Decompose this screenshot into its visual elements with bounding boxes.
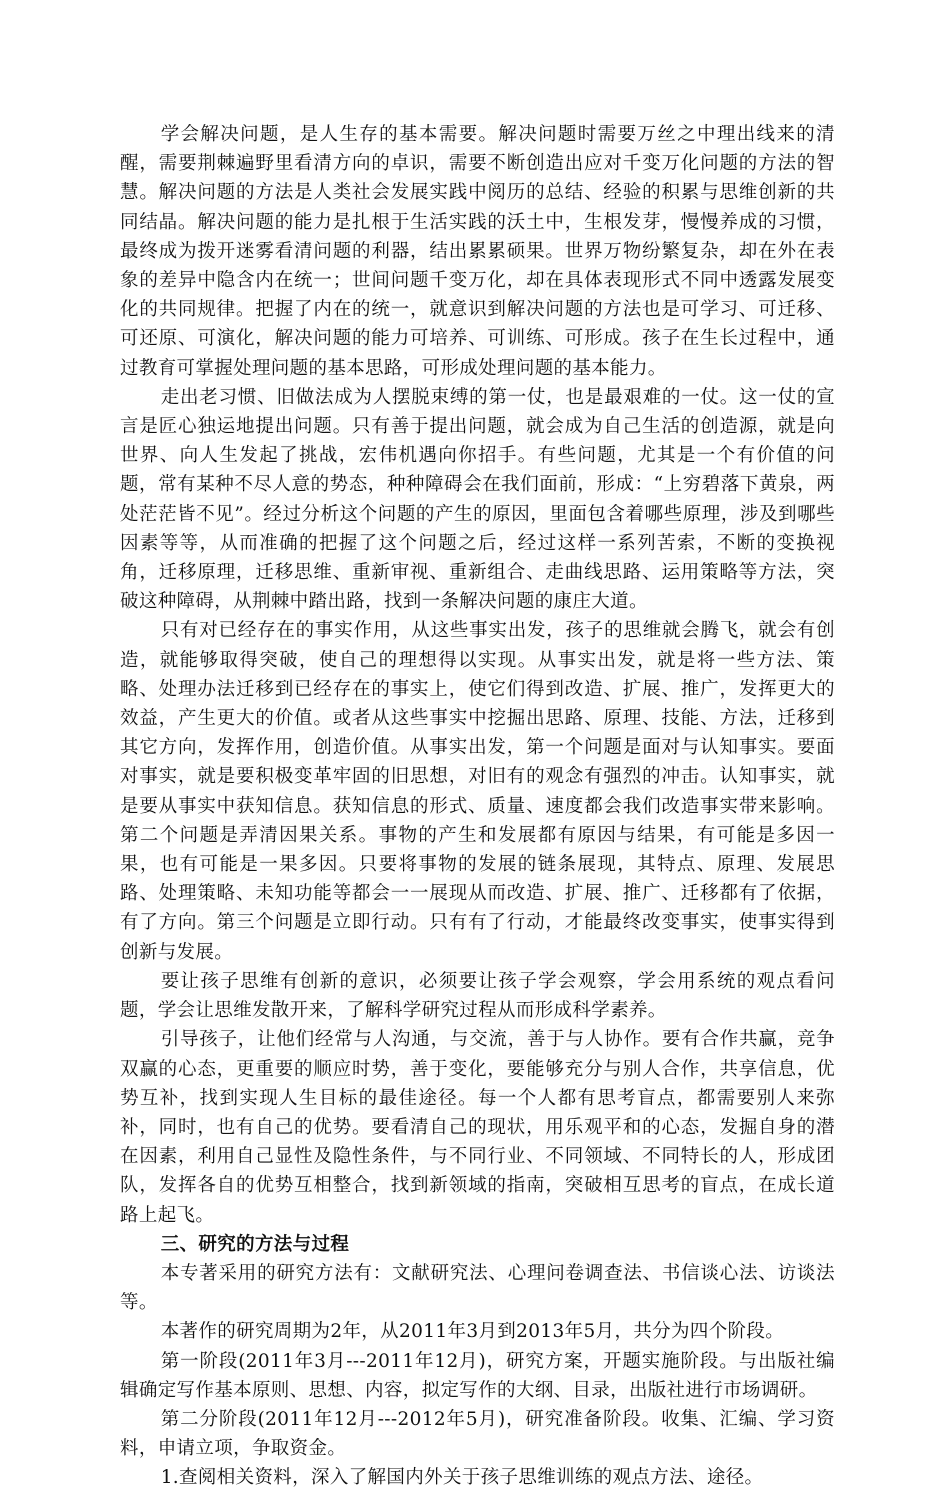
body-paragraph: 只有对已经存在的事实作用，从这些事实出发，孩子的思维就会腾飞，就会有创造，就能够取得突破，使自己的理想得以实现。从事实出发，就是将一些方法、策略、处理办法迁移到已经存在的事实上，使它们得到改造、扩展、推广，发挥更大的效益，产生更大的价值。或者从这些事实中挖掘出思路、原理、技能、方法，迁移到其它方向，发挥作用，创造价值。从事实出发，第一个问题是面对与认知事实。要面对事实，就是要积极变革牢固的旧思想，对旧有的观念有强烈的冲击。认知事实，就是要从事实中获知信息。获知信息的形式、质量、速度都会我们改造事实带来影响。第二个问题是弄清因果关系。事物的产生和发展都有原因与结果，有可能是多因一果，也有可能是一果多因。只要将事物的发展的链条展现，其特点、原理、发展思路、处理策略、未知功能等都会一一展现从而改造、扩展、推广、迁移都有了依据，有了方向。第三个问题是立即行动。只有有了行动，才能最终改变事实，使事实得到创新与发展。 <box>120 620 835 963</box>
document-body <box>120 120 835 1493</box>
section-heading: 三、研究的方法与过程 <box>160 1233 350 1255</box>
body-paragraph: 要让孩子思维有创新的意识，必须要让孩子学会观察，学会用系统的观点看问题，学会让思维发散开来，了解科学研究过程从而形成科学素养。 <box>120 970 835 1022</box>
section-paragraph: 本著作的研究周期为2年，从2011年3月到2013年5月，共分为四个阶段。 <box>160 1321 785 1343</box>
body-paragraph: 引导孩子，让他们经常与人沟通，与交流，善于与人协作。要有合作共赢，竞争双赢的心态，更重要的顺应时势，善于变化，要能够充分与别人合作，共享信息，优势互补，找到实现人生目标的最佳途径。每一个人都有思考盲点，都需要别人来弥补，同时，也有自己的优势。要看清自己的现状，用乐观平和的心态，发掘自身的潜在因素，利用自己显性及隐性条件，与不同行业、不同领域、不同特长的人，形成团队，发挥各自的优势互相整合，找到新领域的指南，突破相互思考的盲点，在成长道路上起飞。 <box>120 1029 835 1226</box>
body-paragraph: 走出老习惯、旧做法成为人摆脱束缚的第一仗，也是最艰难的一仗。这一仗的宣言是匠心独运地提出问题。只有善于提出问题，就会成为自己生活的创造源，就是向世界、向人生发起了挑战，宏伟机遇向你招手。有些问题，尤其是一个有价值的问题，常有某种不尽人意的势态，种种障碍会在我们面前，形成：“上穷碧落下黄泉，两处茫茫皆不见”。经过分析这个问题的产生的原因，里面包含着哪些原理，涉及到哪些因素等等，从而准确的把握了这个问题之后，经过这样一系列苦索，不断的变换视角，迁移原理，迁移思维、重新审视、重新组合、走曲线思路、运用策略等方法，突破这种障碍，从荆棘中踏出路，找到一条解决问题的康庄大道。 <box>120 386 835 613</box>
list-item: 1.查阅相关资料，深入了解国内外关于孩子思维训练的观点方法、途径。 <box>160 1467 764 1489</box>
section-paragraph: 第二分阶段(2011年12月---2012年5月)，研究准备阶段。收集、汇编、学习资料，申请立项，争取资金。 <box>120 1408 835 1460</box>
body-paragraph: 学会解决问题，是人生存的基本需要。解决问题时需要万丝之中理出线来的清醒，需要荆棘遍野里看清方向的卓识，需要不断创造出应对千变万化问题的方法的智慧。解决问题的方法是人类社会发展实践中阅历的总结、经验的积累与思维创新的共同结晶。解决问题的能力是扎根于生活实践的沃土中，生根发芽，慢慢养成的习惯，最终成为拨开迷雾看清问题的利器，结出累累硕果。世界万物纷繁复杂，却在外在表象的差异中隐含内在统一；世间问题千变万化，却在具体表现形式不同中透露发展变化的共同规律。把握了内在的统一，就意识到解决问题的方法也是可学习、可迁移、可还原、可演化，解决问题的能力可培养、可训练、可形成。孩子在生长过程中，通过教育可掌握处理问题的基本思路，可形成处理问题的基本能力。 <box>120 124 835 379</box>
section-paragraph: 本专著采用的研究方法有：文献研究法、心理问卷调查法、书信谈心法、访谈法等。 <box>120 1262 835 1314</box>
section-paragraph: 第一阶段(2011年3月---2011年12月)，研究方案，开题实施阶段。与出版社编辑确定写作基本原则、思想、内容，拟定写作的大纲、目录，出版社进行市场调研。 <box>120 1350 835 1401</box>
